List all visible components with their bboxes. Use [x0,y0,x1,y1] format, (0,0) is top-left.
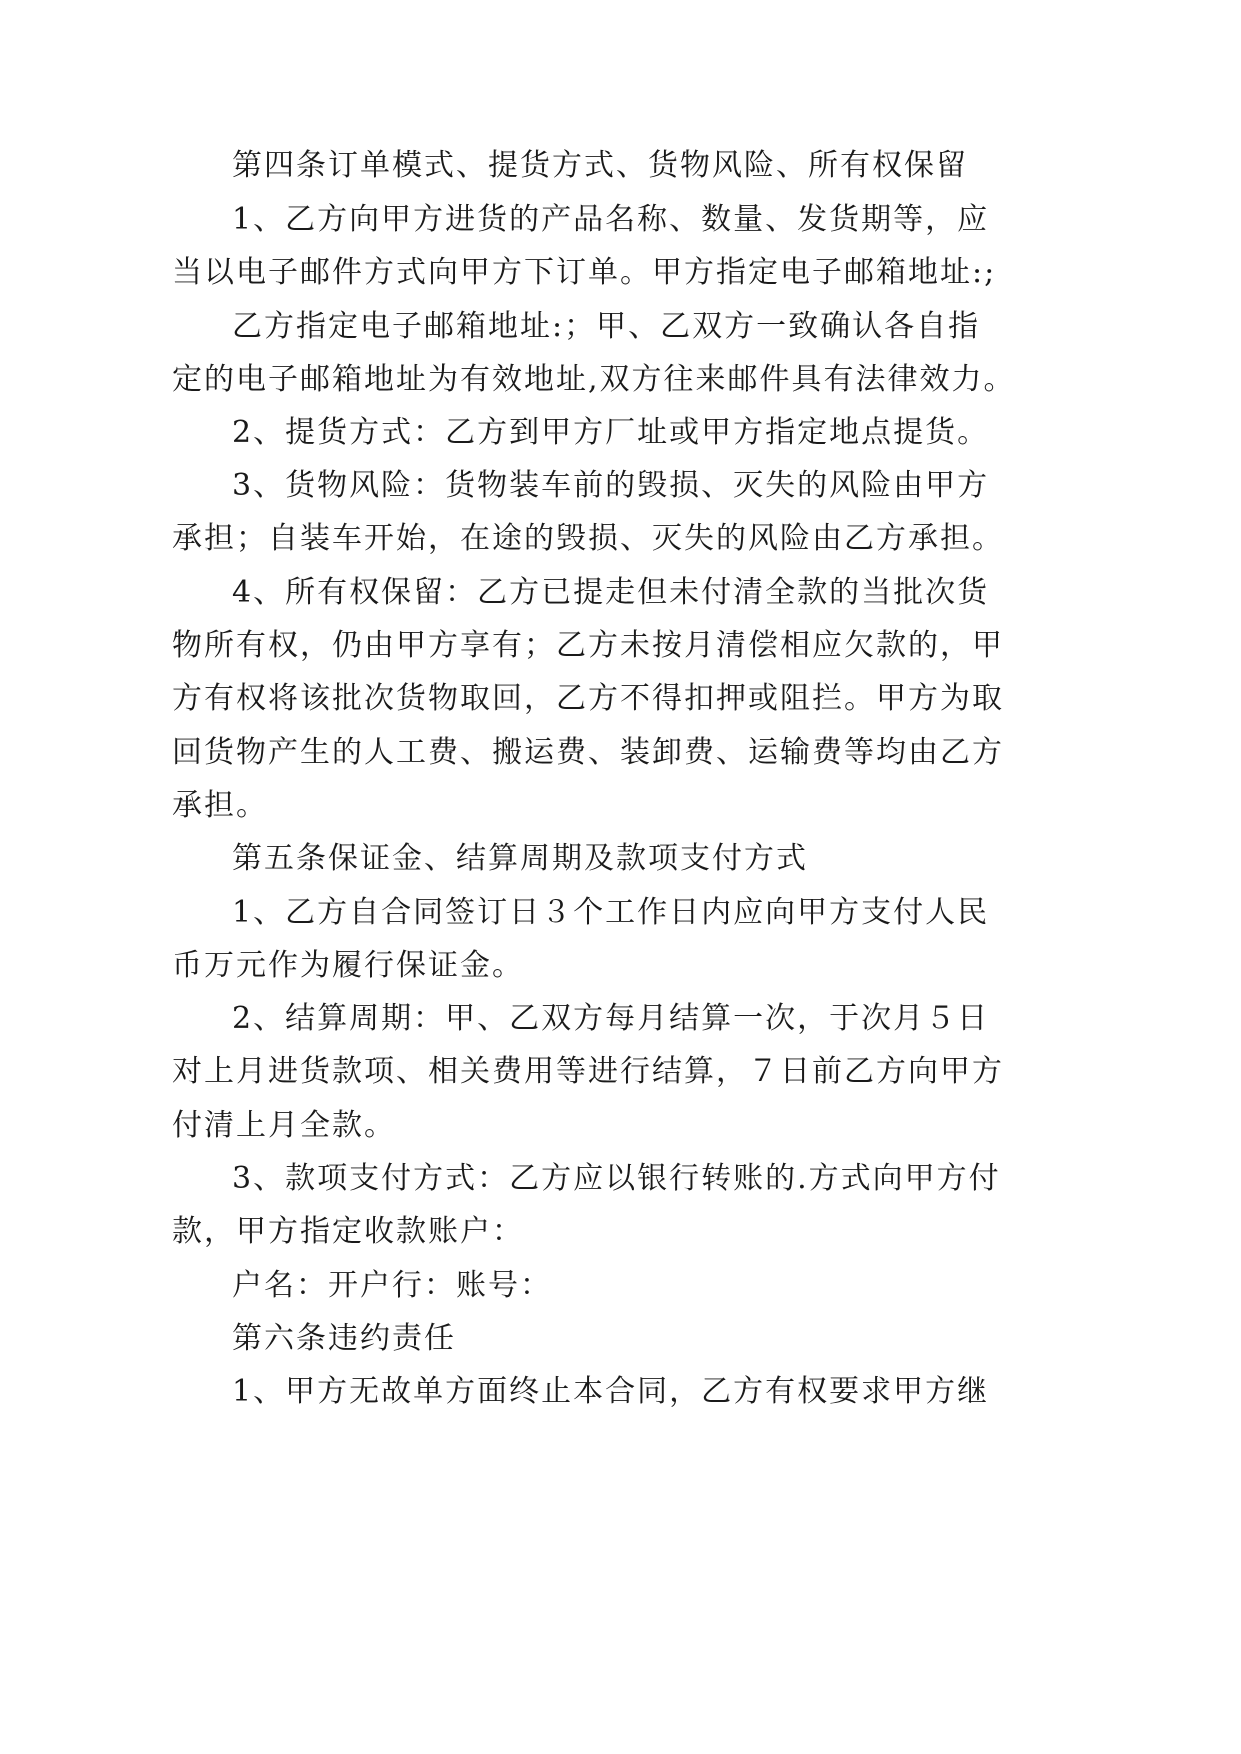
paragraph-line: 承担。 [172,788,268,823]
paragraph-line: 2、结算周期：甲、乙双方每月结算一次，于次月５日 [232,1001,990,1036]
paragraph-line: 1、甲方无故单方面终止本合同，乙方有权要求甲方继 [232,1374,990,1409]
paragraph-line: 乙方指定电子邮箱地址:；甲、乙双方一致确认各自指 [232,309,981,344]
paragraph-line: 方有权将该批次货物取回，乙方不得扣押或阻拦。甲方为取 [172,681,1004,716]
paragraph-line: 对上月进货款项、相关费用等进行结算，７日前乙方向甲方 [172,1054,1004,1089]
paragraph-line: 当以电子邮件方式向甲方下订单。甲方指定电子邮箱地址:; [172,255,997,290]
paragraph-line: 4、所有权保留：乙方已提走但未付清全款的当批次货 [232,575,990,610]
section-5-heading: 第五条保证金、结算周期及款项支付方式 [232,841,808,876]
paragraph-line: 1、乙方自合同签订日３个工作日内应向甲方支付人民 [232,895,990,930]
paragraph-line: 3、货物风险：货物装车前的毁损、灭失的风险由甲方 [232,468,990,503]
paragraph-line: 2、提货方式：乙方到甲方厂址或甲方指定地点提货。 [232,415,990,450]
paragraph-line: 户名：开户行：账号： [232,1268,552,1303]
paragraph-line: 物所有权，仍由甲方享有；乙方未按月清偿相应欠款的，甲 [172,628,1004,663]
section-4-heading: 第四条订单模式、提货方式、货物风险、所有权保留 [232,148,968,183]
section-6-heading: 第六条违约责任 [232,1321,456,1356]
paragraph-line: 币万元作为履行保证金。 [172,948,524,983]
paragraph-line: 承担；自装车开始，在途的毁损、灭失的风险由乙方承担。 [172,521,1004,556]
paragraph-line: 回货物产生的人工费、搬运费、装卸费、运输费等均由乙方 [172,735,1004,770]
paragraph-line: 定的电子邮箱地址为有效地址,双方往来邮件具有法律效力。 [172,362,1016,397]
paragraph-line: 付清上月全款。 [172,1108,396,1143]
paragraph-line: 1、乙方向甲方进货的产品名称、数量、发货期等，应 [232,202,990,237]
paragraph-line: 3、款项支付方式：乙方应以银行转账的.方式向甲方付 [232,1161,1001,1196]
paragraph-line: 款，甲方指定收款账户： [172,1214,524,1249]
